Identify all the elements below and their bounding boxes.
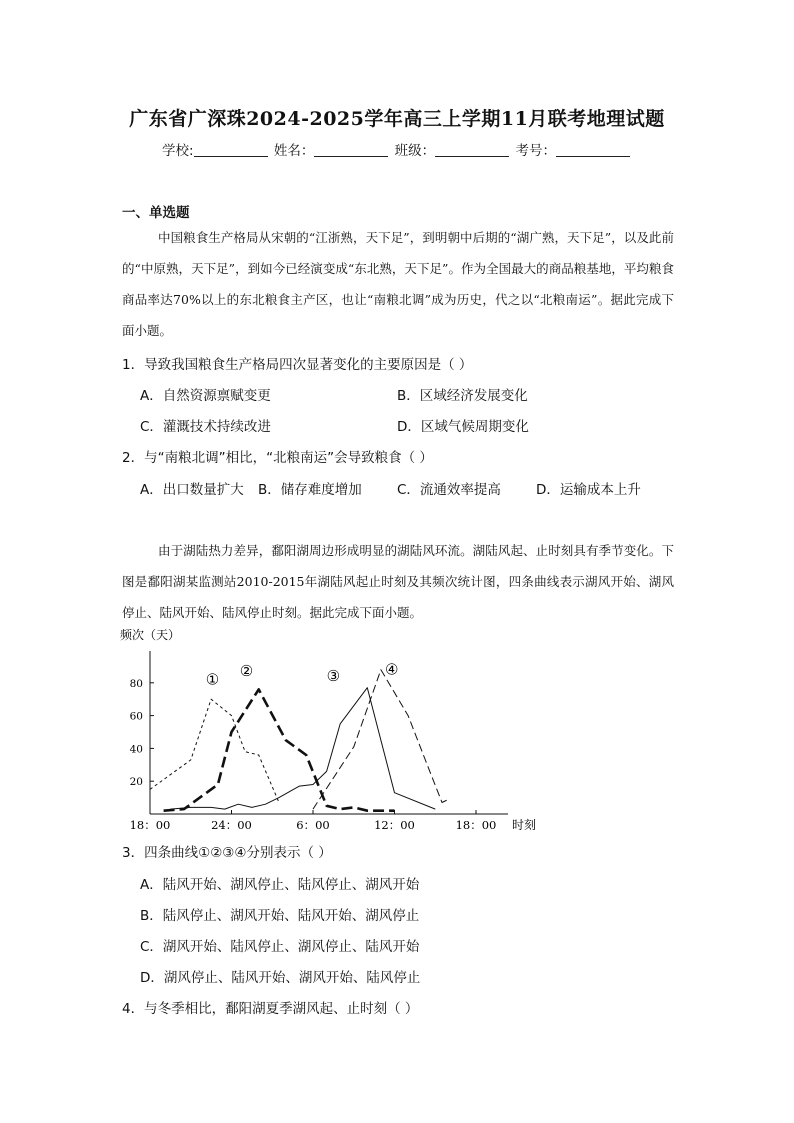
y-axis-label: 频次（天） xyxy=(120,628,181,642)
school-blank[interactable] xyxy=(194,142,268,157)
x-tick-label: 12：00 xyxy=(374,818,415,832)
y-tick-label: 40 xyxy=(129,743,143,756)
school-label: 学校: xyxy=(162,143,194,159)
q3-option-d[interactable]: D．湖风停止、陆风开始、湖风开始、陆风停止 xyxy=(140,970,421,986)
x-tick-label: 18：00 xyxy=(455,818,497,832)
class-label: 班级： xyxy=(394,143,436,159)
passage-2: 由于湖陆热力差异，鄱阳湖周边形成明显的湖陆风环流。湖陆风起、止时刻具有季节变化。下图是鄱阳湖某监测站2010-2015年湖陆风起止时刻及其频次统计图，四条曲线表示湖风开始、湖风停止、陆风开始、陆风停止时刻。据此完成下面小题。 xyxy=(122,543,674,620)
series-label-2: ② xyxy=(239,662,254,681)
q1-option-b[interactable]: B．区域经济发展变化 xyxy=(397,388,528,404)
y-tick-label: 20 xyxy=(129,776,143,789)
lake-land-breeze-chart xyxy=(0,622,794,837)
student-info-line xyxy=(0,139,794,159)
exam-no-blank[interactable] xyxy=(556,142,630,157)
question-2-stem: 2．与“南粮北调”相比，“北粮南运”会导致粮食（ ） xyxy=(122,450,433,466)
exam-no-label: 考号： xyxy=(515,143,556,159)
series-label-4: ④ xyxy=(385,660,399,679)
name-blank[interactable] xyxy=(314,142,388,157)
y-tick-label: 80 xyxy=(129,677,143,690)
q1-option-c[interactable]: C．灌溉技术持续改进 xyxy=(140,419,271,435)
q2-option-d[interactable]: D．运输成本上升 xyxy=(536,482,641,498)
q2-option-c[interactable]: C．流通效率提高 xyxy=(397,482,501,498)
section-title: 一、单选题 xyxy=(122,205,190,221)
series-label-3: ③ xyxy=(326,667,341,686)
q3-option-b[interactable]: B．陆风停止、湖风开始、陆风开始、湖风停止 xyxy=(140,908,420,924)
x-tick-label: 24：00 xyxy=(211,818,252,832)
q3-option-c[interactable]: C．湖风开始、陆风停止、湖风停止、陆风开始 xyxy=(140,939,420,955)
y-tick-label: 60 xyxy=(129,710,143,723)
question-4-stem: 4．与冬季相比，鄱阳湖夏季湖风起、止时刻（ ） xyxy=(122,1001,419,1017)
q2-option-a[interactable]: A．出口数量扩大 xyxy=(140,482,244,498)
series-line-2 xyxy=(164,689,395,810)
series-label-1: ① xyxy=(205,670,220,689)
passage-1: 中国粮食生产格局从宋朝的“江浙熟，天下足”，到明朝中后期的“湖广熟，天下足”，以及此前的“中原熟，天下足”，到如今已经演变成“东北熟，天下足”。作为全国最大的商品粮基地，平均粮食商品率达70%以上的东北粮食主产区，也让“南粮北调”成为历史，代之以“北粮南运”。据此完成下面小题。 xyxy=(122,230,674,338)
name-label: 姓名： xyxy=(273,143,315,159)
q3-option-a[interactable]: A．陆风开始、湖风停止、陆风停止、湖风开始 xyxy=(140,877,420,893)
question-3-stem: 3．四条曲线①②③④分别表示（ ） xyxy=(122,845,332,861)
x-axis-label: 时刻 xyxy=(512,818,537,832)
class-blank[interactable] xyxy=(435,142,509,157)
x-tick-label: 6：00 xyxy=(296,818,330,832)
question-1-stem: 1．导致我国粮食生产格局四次显著变化的主要原因是（ ） xyxy=(122,357,473,373)
q1-option-a[interactable]: A．自然资源禀赋变更 xyxy=(140,388,271,404)
q1-option-d[interactable]: D．区域气候周期变化 xyxy=(397,419,529,435)
page-title: 广东省广深珠2024-2025学年高三上学期11月联考地理试题 xyxy=(129,108,665,130)
q2-option-b[interactable]: B．储存难度增加 xyxy=(258,482,362,498)
x-tick-label: 18：00 xyxy=(129,818,171,832)
